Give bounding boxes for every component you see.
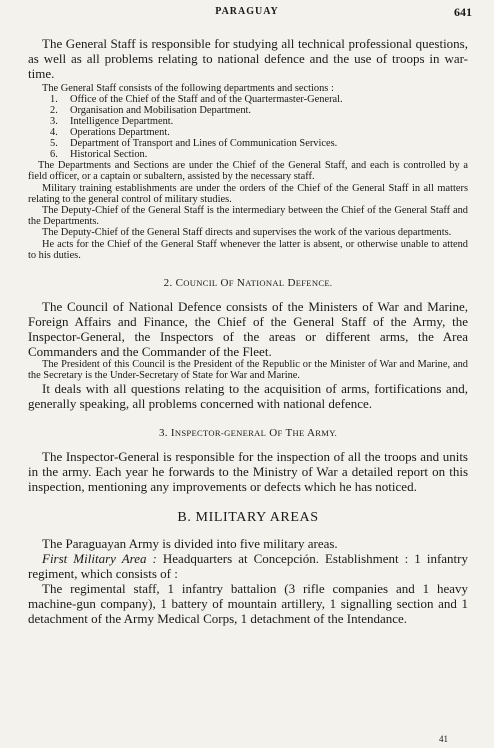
regimental-staff-paragraph: The regimental staff, 1 infantry battalion (3 rifle companies and 1 heavy machine-gun company), 1 battery of mountain artillery, 1 signalling section and 1 detachment of the Army Medical Corps, 1 detachment of the Intendance. [28, 581, 468, 627]
council-paragraph-1: The Council of National Defence consists of the Ministers of War and Marine, Foreign Affairs and Finance, the Chief of the General Staff of the Army, the Inspector-General, the Inspectors of the areas or different arms, the Area Commanders and the Commander of the Fleet. [28, 299, 468, 360]
departments-list [50, 94, 468, 160]
list-item: 4. Operations Department. [50, 127, 170, 139]
departments-paragraph: The Departments and Sections are under the Chief of the General Staff, and each is controlled by a field officer, or a captain or subaltern, assisted by the necessary staff. [28, 160, 468, 183]
training-paragraph: Military training establishments are under the orders of the Chief of the General Staff in all matters relating to the general control of military studies. [28, 182, 468, 205]
deputy-paragraph-1: The Deputy-Chief of the General Staff is the intermediary between the Chief of the General Staff and the Departments. [28, 205, 468, 228]
deputy-paragraph-3: He acts for the Chief of the General Staff whenever the latter is absent, or otherwise unable to attend to his duties. [28, 238, 468, 261]
list-item: 2. Organisation and Mobilisation Department. [50, 105, 252, 117]
council-heading: 2. COUNCIL OF NATIONAL DEFENCE. [163, 277, 333, 290]
council-paragraph-2: The President of this Council is the President of the Republic or the Minister of War and Marine, and the Secretary is the Under-Secretary of State for War and Marine. [28, 359, 468, 382]
inspector-heading: 3. INSPECTOR-GENERAL OF THE ARMY. [158, 427, 338, 440]
council-paragraph-3: It deals with all questions relating to the acquisition of arms, fortifications and, generally speaking, all problems concerned with national defence. [28, 381, 468, 412]
general-staff-consists: The General Staff consists of the following departments and sections : [42, 83, 334, 94]
printer-signature: 41 [439, 734, 448, 744]
general-staff-intro: The General Staff is responsible for studying all technical professional questions, as well as all problems relating to national defence and the use of troops in war-time. [28, 36, 468, 81]
list-item: 3. Intelligence Department. [50, 116, 174, 128]
page-number: 641 [454, 5, 472, 19]
list-item: 6. Historical Section. [50, 149, 148, 161]
first-military-area: First Military Area : Headquarters at Concepción. Establishment : 1 infantry regiment, which consists of : [28, 551, 468, 582]
inspector-paragraph: The Inspector-General is responsible for the inspection of all the troops and units in the army. Each year he forwards to the Ministry of War a detailed report on this inspection, mentioning any improvements or defects which he has noticed. [28, 449, 468, 495]
military-areas-heading: B. MILITARY AREAS [177, 510, 319, 526]
running-header-title: PARAGUAY [215, 6, 279, 17]
first-area-label: First Military Area : [42, 551, 157, 567]
list-item: 5. Department of Transport and Lines of Communication Services. [50, 138, 338, 150]
list-item: 1. Office of the Chief of the Staff and of the Quartermaster-General. [50, 94, 343, 106]
military-areas-intro: The Paraguayan Army is divided into five military areas. [42, 536, 338, 552]
deputy-paragraph-2: The Deputy-Chief of the General Staff directs and supervises the work of the various departments. [42, 227, 452, 239]
page-body [28, 36, 468, 626]
